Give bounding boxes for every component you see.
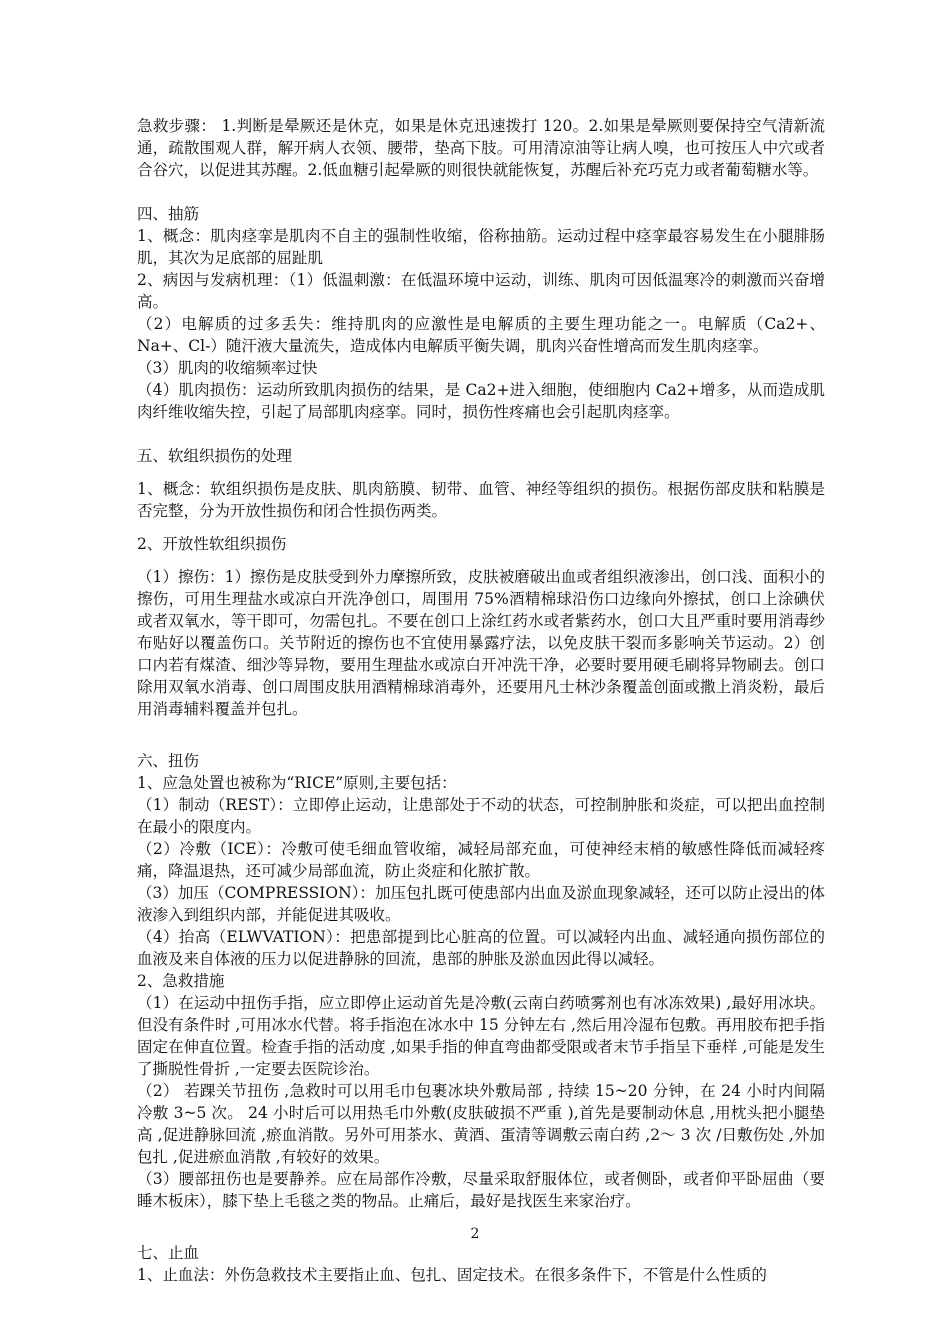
document-body — [137, 115, 825, 1286]
paragraph: （1）擦伤：1）擦伤是皮肤受到外力摩擦所致，皮肤被磨破出血或者组织液渗出，创口浅、面积小的擦伤，可用生理盐水或凉白开洗净创口，周围用 75%酒精棉球沿伤口边缘向外擦拭，创口上涂碘伏或者双氧水，等干即可，勿需包扎。不要在创口上涂红药水或者紫药水，创口大且严重时要用消毒纱布贴好以覆盖伤口。关节附近的擦伤也不宜使用暴露疗法，以免皮肤干裂而多影响关节运动。2）创口内若有煤渣、细沙等异物，要用生理盐水或凉白开冲洗干净，必要时要用硬毛刷将异物刷去。创口除用双氧水消毒、创口周围皮肤用酒精棉球消毒外，还要用凡士林沙条覆盖创面或撒上消炎粉，最后用消毒辅料覆盖并包扎。 — [137, 568, 825, 718]
paragraph: 七、止血 — [137, 1244, 200, 1262]
paragraph: 1、止血法：外伤急救技术主要指止血、包扎、固定技术。在很多条件下，不管是什么性质的 — [137, 1266, 767, 1284]
paragraph: （2）电解质的过多丢失：维持肌肉的应激性是电解质的主要生理功能之一。电解质（Ca2+、Na+、Cl-）随汗液大量流失，造成体内电解质平衡失调，肌肉兴奋性增高而发生肌肉痉挛。 — [137, 315, 825, 355]
paragraph-spacer — [137, 522, 825, 533]
paragraph: 2、病因与发病机理：（1）低温刺激：在低温环境中运动，训练、肌肉可因低温寒冷的刺激而兴奋增高。 — [137, 271, 825, 311]
paragraph: （1）在运动中扭伤手指，应立即停止运动首先是冷敷(云南白药喷雾剂也有冰冻效果) ,最好用冰块。但没有条件时 ,可用冰水代替。将手指泡在冰水中 15 分钟左右 ,然后用冷湿布包敷。再用胶布把手指固定在伸直位置。检查手指的活动度 ,如果手指的伸直弯曲都受限或者末节手指呈下垂样 ,可能是发生了撕脱性骨折 ,一定要去医院诊治。 — [137, 994, 825, 1078]
paragraph: 急救步骤： 1.判断是晕厥还是休克，如果是休克迅速拨打 120。2.如果是晕厥则要保持空气清新流通，疏散围观人群，解开病人衣领、腰带，垫高下肢。可用清凉油等让病人嗅，也可按压人中穴或者合谷穴，以促进其苏醒。2.低血糖引起晕厥的则很快就能恢复，苏醒后补充巧克力或者葡萄糖水等。 — [137, 117, 825, 179]
paragraph-spacer — [137, 181, 825, 203]
paragraph-spacer — [137, 467, 825, 478]
paragraph: （3）加压（COMPRESSION）：加压包扎既可使患部内出血及淤血现象减轻，还可以防止浸出的体液渗入到组织内部，并能促进其吸收。 — [137, 884, 825, 924]
paragraph: 1、应急处置也被称为“RICE”原则,主要包括： — [137, 774, 457, 792]
paragraph: 1、概念：软组织损伤是皮肤、肌肉筋膜、韧带、血管、神经等组织的损伤。根据伤部皮肤和粘膜是否完整，分为开放性损伤和闭合性损伤两类。 — [137, 480, 825, 520]
paragraph: （1）制动（REST）：立即停止运动，让患部处于不动的状态，可控制肿胀和炎症，可以把出血控制在最小的限度内。 — [137, 796, 825, 836]
paragraph: 1、概念：肌肉痉挛是肌肉不自主的强制性收缩，俗称抽筋。运动过程中痉挛最容易发生在小腿腓肠肌，其次为足底部的屈趾肌 — [137, 227, 825, 267]
paragraph: （4）肌肉损伤：运动所致肌肉损伤的结果，是 Ca2+进入细胞，使细胞内 Ca2+增多，从而造成肌肉纤维收缩失控，引起了局部肌肉痉挛。同时，损伤性疼痛也会引起肌肉痉挛。 — [137, 381, 825, 421]
paragraph: （3）肌肉的收缩频率过快 — [137, 359, 318, 377]
paragraph: （2）冷敷（ICE）：冷敷可使毛细血管收缩，减轻局部充血，可使神经末梢的敏感性降低而减轻疼痛，降温退热，还可减少局部血流，防止炎症和化脓扩散。 — [137, 840, 825, 880]
paragraph: 2、开放性软组织损伤 — [137, 535, 287, 553]
paragraph-spacer — [137, 423, 825, 445]
paragraph: 四、抽筋 — [137, 205, 200, 223]
paragraph-spacer — [137, 555, 825, 566]
paragraph: 五、软组织损伤的处理 — [137, 447, 293, 465]
paragraph: 六、扭伤 — [137, 752, 200, 770]
page-number: 2 — [470, 1226, 480, 1242]
paragraph: 2、急救措施 — [137, 972, 225, 990]
paragraph: （3）腰部扭伤也是要静养。应在局部作冷敷，尽量采取舒服体位，或者侧卧，或者仰平卧屈曲（要睡木板床），膝下垫上毛毯之类的物品。止痛后，最好是找医生来家治疗。 — [137, 1170, 825, 1210]
paragraph: （2） 若踝关节扭伤 ,急救时可以用毛巾包裹冰块外敷局部 , 持续 15~20 分钟，在 24 小时内间隔冷敷 3~5 次。 24 小时后可以用热毛巾外敷(皮肤破损不严重 ),首先是要制动休息 ,用枕头把小腿垫高 ,促进静脉回流 ,瘀血消散。另外可用茶水、黄酒、蛋清等调敷云南白药 ,2～ 3 次 /日敷伤处 ,外加包扎 ,促进瘀血消散 ,有较好的效果。 — [137, 1082, 825, 1166]
paragraph-spacer — [137, 720, 825, 750]
paragraph: （4）抬高（ELWVATION）：把患部提到比心脏高的位置。可以减轻内出血、减轻通向损伤部位的血液及来自体液的压力以促进静脉的回流，患部的肿胀及淤血因此得以减轻。 — [137, 928, 825, 968]
